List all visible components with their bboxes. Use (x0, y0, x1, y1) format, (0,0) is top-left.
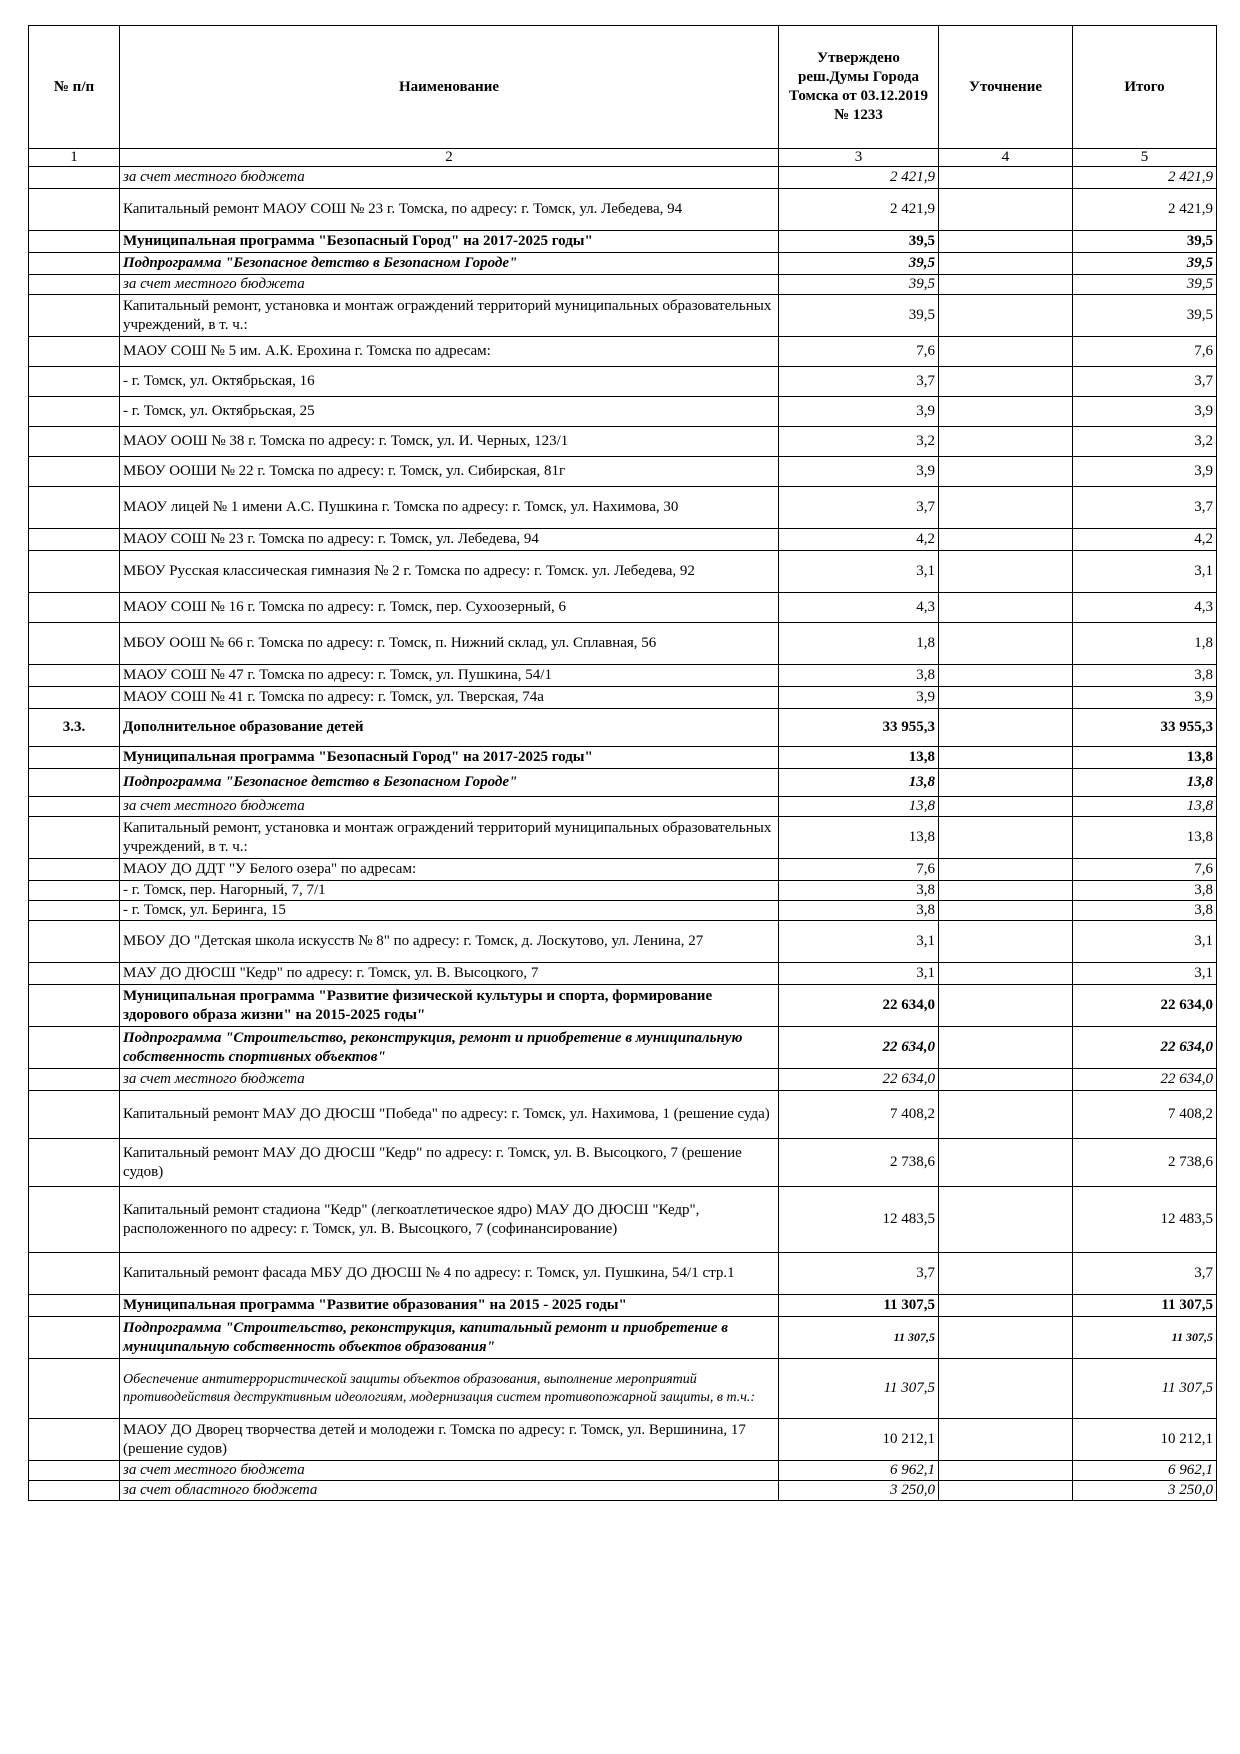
row-approved-value: 3,1 (779, 921, 939, 963)
header-clarification: Уточнение (939, 26, 1073, 149)
row-number (29, 687, 120, 709)
row-number (29, 367, 120, 397)
row-name: - г. Томск, пер. Нагорный, 7, 7/1 (120, 881, 779, 901)
row-number (29, 859, 120, 881)
header-total: Итого (1073, 26, 1217, 149)
row-name: МАОУ СОШ № 5 им. А.К. Ерохина г. Томска по адресам: (120, 337, 779, 367)
row-clarification-value (939, 1027, 1073, 1069)
row-number (29, 1253, 120, 1295)
row-clarification-value (939, 529, 1073, 551)
row-clarification-value (939, 275, 1073, 295)
row-clarification-value (939, 769, 1073, 797)
table-body (29, 167, 1217, 1501)
row-name: МАОУ СОШ № 41 г. Томска по адресу: г. Томск, ул. Тверская, 74а (120, 687, 779, 709)
row-total-value: 12 483,5 (1073, 1187, 1217, 1253)
row-number (29, 921, 120, 963)
row-clarification-value (939, 367, 1073, 397)
row-total-value: 39,5 (1073, 253, 1217, 275)
row-approved-value: 3,1 (779, 551, 939, 593)
table-row (29, 1359, 1217, 1419)
row-total-value: 3,9 (1073, 687, 1217, 709)
row-total-value: 3,1 (1073, 963, 1217, 985)
row-approved-value: 39,5 (779, 295, 939, 337)
table-row (29, 1253, 1217, 1295)
row-clarification-value (939, 921, 1073, 963)
row-number (29, 295, 120, 337)
row-total-value: 2 421,9 (1073, 189, 1217, 231)
table-row (29, 275, 1217, 295)
table-row (29, 593, 1217, 623)
row-number (29, 593, 120, 623)
row-name: Муниципальная программа "Развитие образования" на 2015 - 2025 годы" (120, 1295, 779, 1317)
row-name: за счет местного бюджета (120, 797, 779, 817)
table-row (29, 881, 1217, 901)
row-name: Подпрограмма "Безопасное детство в Безопасном Городе" (120, 253, 779, 275)
table-row (29, 295, 1217, 337)
row-number: 3.3. (29, 709, 120, 747)
row-name: МАОУ СОШ № 47 г. Томска по адресу: г. Томск, ул. Пушкина, 54/1 (120, 665, 779, 687)
table-row (29, 901, 1217, 921)
header-name: Наименование (120, 26, 779, 149)
table-row (29, 189, 1217, 231)
row-total-value: 3 250,0 (1073, 1481, 1217, 1501)
row-total-value: 3,7 (1073, 487, 1217, 529)
row-number (29, 985, 120, 1027)
row-clarification-value (939, 231, 1073, 253)
row-number (29, 397, 120, 427)
row-clarification-value (939, 253, 1073, 275)
row-number (29, 457, 120, 487)
table-row (29, 487, 1217, 529)
row-number (29, 427, 120, 457)
row-total-value: 7,6 (1073, 859, 1217, 881)
table-row (29, 529, 1217, 551)
table-row (29, 397, 1217, 427)
row-total-value: 39,5 (1073, 231, 1217, 253)
row-clarification-value (939, 797, 1073, 817)
row-number (29, 231, 120, 253)
row-clarification-value (939, 1461, 1073, 1481)
table-row (29, 231, 1217, 253)
row-approved-value: 13,8 (779, 769, 939, 797)
row-clarification-value (939, 747, 1073, 769)
row-clarification-value (939, 337, 1073, 367)
row-name: за счет местного бюджета (120, 1461, 779, 1481)
row-number (29, 337, 120, 367)
row-number (29, 1069, 120, 1091)
row-approved-value: 2 421,9 (779, 189, 939, 231)
row-number (29, 529, 120, 551)
row-approved-value: 22 634,0 (779, 985, 939, 1027)
row-name: Подпрограмма "Строительство, реконструкция, ремонт и приобретение в муниципальную собственность спортивных объектов" (120, 1027, 779, 1069)
row-total-value: 4,2 (1073, 529, 1217, 551)
row-total-value: 10 212,1 (1073, 1419, 1217, 1461)
row-name: МАОУ ООШ № 38 г. Томска по адресу: г. Томск, ул. И. Черных, 123/1 (120, 427, 779, 457)
row-clarification-value (939, 665, 1073, 687)
row-approved-value: 39,5 (779, 253, 939, 275)
row-approved-value: 39,5 (779, 231, 939, 253)
row-number (29, 817, 120, 859)
row-clarification-value (939, 1359, 1073, 1419)
column-number: 4 (939, 149, 1073, 167)
row-approved-value: 3,8 (779, 881, 939, 901)
row-name: за счет местного бюджета (120, 167, 779, 189)
row-approved-value: 13,8 (779, 817, 939, 859)
row-name: МБОУ Русская классическая гимназия № 2 г. Томска по адресу: г. Томск. ул. Лебедева, 92 (120, 551, 779, 593)
row-clarification-value (939, 593, 1073, 623)
row-total-value: 11 307,5 (1073, 1317, 1217, 1359)
table-row (29, 427, 1217, 457)
row-clarification-value (939, 427, 1073, 457)
row-name: Муниципальная программа "Безопасный Город" на 2017-2025 годы" (120, 747, 779, 769)
row-number (29, 189, 120, 231)
row-number (29, 797, 120, 817)
row-total-value: 3,9 (1073, 457, 1217, 487)
table-row (29, 457, 1217, 487)
row-total-value: 2 421,9 (1073, 167, 1217, 189)
row-clarification-value (939, 1069, 1073, 1091)
row-number (29, 963, 120, 985)
table-row (29, 1295, 1217, 1317)
row-total-value: 22 634,0 (1073, 1027, 1217, 1069)
row-clarification-value (939, 985, 1073, 1027)
row-approved-value: 13,8 (779, 797, 939, 817)
table-row (29, 167, 1217, 189)
row-clarification-value (939, 1481, 1073, 1501)
row-total-value: 4,3 (1073, 593, 1217, 623)
table-row (29, 859, 1217, 881)
row-clarification-value (939, 623, 1073, 665)
row-number (29, 1187, 120, 1253)
row-approved-value: 7,6 (779, 859, 939, 881)
row-clarification-value (939, 1317, 1073, 1359)
row-total-value: 3,7 (1073, 367, 1217, 397)
row-total-value: 7,6 (1073, 337, 1217, 367)
row-total-value: 13,8 (1073, 817, 1217, 859)
row-total-value: 1,8 (1073, 623, 1217, 665)
row-total-value: 3,8 (1073, 881, 1217, 901)
row-name: Обеспечение антитеррористической защиты объектов образования, выполнение мероприятий противодействия деструктивным идеологиям, модернизация систем противопожарной защиты, в т.ч.: (120, 1359, 779, 1419)
row-number (29, 1027, 120, 1069)
row-name: Подпрограмма "Строительство, реконструкция, капитальный ремонт и приобретение в муниципальную собственность объектов образования" (120, 1317, 779, 1359)
row-name: Капитальный ремонт МАУ ДО ДЮСШ "Кедр" по адресу: г. Томск, ул. В. Высоцкого, 7 (решение судов) (120, 1139, 779, 1187)
row-total-value: 33 955,3 (1073, 709, 1217, 747)
row-approved-value: 7,6 (779, 337, 939, 367)
row-name: Капитальный ремонт фасада МБУ ДО ДЮСШ № 4 по адресу: г. Томск, ул. Пушкина, 54/1 стр.1 (120, 1253, 779, 1295)
table-row (29, 709, 1217, 747)
row-clarification-value (939, 881, 1073, 901)
row-name: Муниципальная программа "Развитие физической культуры и спорта, формирование здорового образа жизни" на 2015-2025 годы" (120, 985, 779, 1027)
row-clarification-value (939, 901, 1073, 921)
column-number: 2 (120, 149, 779, 167)
row-name: МАОУ лицей № 1 имени А.С. Пушкина г. Томска по адресу: г. Томск, ул. Нахимова, 30 (120, 487, 779, 529)
row-name: МАОУ СОШ № 23 г. Томска по адресу: г. Томск, ул. Лебедева, 94 (120, 529, 779, 551)
row-name: - г. Томск, ул. Октябрьская, 25 (120, 397, 779, 427)
column-number: 1 (29, 149, 120, 167)
row-clarification-value (939, 1091, 1073, 1139)
row-number (29, 1419, 120, 1461)
row-total-value: 22 634,0 (1073, 1069, 1217, 1091)
row-approved-value: 12 483,5 (779, 1187, 939, 1253)
row-approved-value: 3,9 (779, 397, 939, 427)
row-clarification-value (939, 1139, 1073, 1187)
row-clarification-value (939, 397, 1073, 427)
budget-table (28, 25, 1217, 1501)
row-name: за счет местного бюджета (120, 275, 779, 295)
row-approved-value: 2 738,6 (779, 1139, 939, 1187)
row-total-value: 13,8 (1073, 769, 1217, 797)
table-row (29, 1481, 1217, 1501)
row-name: МБОУ ООШИ № 22 г. Томска по адресу: г. Томск, ул. Сибирская, 81г (120, 457, 779, 487)
row-total-value: 6 962,1 (1073, 1461, 1217, 1481)
row-approved-value: 3,8 (779, 901, 939, 921)
row-clarification-value (939, 551, 1073, 593)
row-number (29, 275, 120, 295)
row-clarification-value (939, 1253, 1073, 1295)
row-approved-value: 22 634,0 (779, 1069, 939, 1091)
row-approved-value: 3 250,0 (779, 1481, 939, 1501)
table-row (29, 623, 1217, 665)
row-approved-value: 2 421,9 (779, 167, 939, 189)
row-clarification-value (939, 189, 1073, 231)
row-approved-value: 3,9 (779, 687, 939, 709)
row-name: - г. Томск, ул. Беринга, 15 (120, 901, 779, 921)
row-number (29, 1317, 120, 1359)
row-total-value: 7 408,2 (1073, 1091, 1217, 1139)
row-clarification-value (939, 295, 1073, 337)
row-total-value: 3,9 (1073, 397, 1217, 427)
row-approved-value: 3,7 (779, 1253, 939, 1295)
row-clarification-value (939, 1419, 1073, 1461)
row-total-value: 3,8 (1073, 665, 1217, 687)
row-approved-value: 6 962,1 (779, 1461, 939, 1481)
row-clarification-value (939, 1295, 1073, 1317)
row-number (29, 665, 120, 687)
row-approved-value: 11 307,5 (779, 1295, 939, 1317)
row-approved-value: 1,8 (779, 623, 939, 665)
row-approved-value: 3,2 (779, 427, 939, 457)
row-total-value: 3,2 (1073, 427, 1217, 457)
row-name: МАОУ ДО Дворец творчества детей и молодежи г. Томска по адресу: г. Томск, ул. Вершинина, 17 (решение судов) (120, 1419, 779, 1461)
row-name: МАОУ СОШ № 16 г. Томска по адресу: г. Томск, пер. Сухоозерный, 6 (120, 593, 779, 623)
table-row (29, 1069, 1217, 1091)
row-total-value: 11 307,5 (1073, 1295, 1217, 1317)
row-name: Капитальный ремонт МАОУ СОШ № 23 г. Томска, по адресу: г. Томск, ул. Лебедева, 94 (120, 189, 779, 231)
row-clarification-value (939, 487, 1073, 529)
row-total-value: 13,8 (1073, 747, 1217, 769)
row-approved-value: 22 634,0 (779, 1027, 939, 1069)
row-approved-value: 4,3 (779, 593, 939, 623)
row-clarification-value (939, 817, 1073, 859)
row-approved-value: 3,9 (779, 457, 939, 487)
header-num: № п/п (29, 26, 120, 149)
row-name: Капитальный ремонт МАУ ДО ДЮСШ "Победа" по адресу: г. Томск, ул. Нахимова, 1 (решение суда) (120, 1091, 779, 1139)
table-row (29, 687, 1217, 709)
row-approved-value: 39,5 (779, 275, 939, 295)
row-name: - г. Томск, ул. Октябрьская, 16 (120, 367, 779, 397)
row-name: Дополнительное образование детей (120, 709, 779, 747)
row-total-value: 3,7 (1073, 1253, 1217, 1295)
row-name: Капитальный ремонт стадиона "Кедр" (легкоатлетическое ядро) МАУ ДО ДЮСШ "Кедр", расположенного по адресу: г. Томск, ул. В. Высоцкого, 7 (софинансирование) (120, 1187, 779, 1253)
row-clarification-value (939, 709, 1073, 747)
row-clarification-value (939, 457, 1073, 487)
row-approved-value: 11 307,5 (779, 1359, 939, 1419)
row-approved-value: 4,2 (779, 529, 939, 551)
row-approved-value: 3,7 (779, 487, 939, 529)
table-row (29, 337, 1217, 367)
row-name: Капитальный ремонт, установка и монтаж ограждений территорий муниципальных образовательных учреждений, в т. ч.: (120, 295, 779, 337)
table-row (29, 985, 1217, 1027)
table-row (29, 747, 1217, 769)
column-number: 3 (779, 149, 939, 167)
table-row (29, 253, 1217, 275)
row-total-value: 13,8 (1073, 797, 1217, 817)
row-approved-value: 7 408,2 (779, 1091, 939, 1139)
row-total-value: 39,5 (1073, 295, 1217, 337)
row-number (29, 1295, 120, 1317)
header-approved: Утверждено реш.Думы Города Томска от 03.12.2019 № 1233 (779, 26, 939, 149)
table-row (29, 1187, 1217, 1253)
row-total-value: 2 738,6 (1073, 1139, 1217, 1187)
row-number (29, 1461, 120, 1481)
row-number (29, 1481, 120, 1501)
row-name: МБОУ ООШ № 66 г. Томска по адресу: г. Томск, п. Нижний склад, ул. Сплавная, 56 (120, 623, 779, 665)
row-number (29, 551, 120, 593)
row-number (29, 1359, 120, 1419)
table-row (29, 367, 1217, 397)
row-number (29, 881, 120, 901)
row-name: МБОУ ДО "Детская школа искусств № 8" по адресу: г. Томск, д. Лоскутово, ул. Ленина, 27 (120, 921, 779, 963)
table-row (29, 1091, 1217, 1139)
column-number: 5 (1073, 149, 1217, 167)
row-name: Подпрограмма "Безопасное детство в Безопасном Городе" (120, 769, 779, 797)
table-row (29, 769, 1217, 797)
row-approved-value: 3,1 (779, 963, 939, 985)
table-row (29, 921, 1217, 963)
row-total-value: 3,1 (1073, 921, 1217, 963)
column-numbers-row (29, 149, 1217, 167)
row-total-value: 22 634,0 (1073, 985, 1217, 1027)
row-total-value: 3,1 (1073, 551, 1217, 593)
row-name: МАУ ДО ДЮСШ "Кедр" по адресу: г. Томск, ул. В. Высоцкого, 7 (120, 963, 779, 985)
row-approved-value: 11 307,5 (779, 1317, 939, 1359)
row-name: за счет областного бюджета (120, 1481, 779, 1501)
row-number (29, 747, 120, 769)
row-total-value: 3,8 (1073, 901, 1217, 921)
table-row (29, 665, 1217, 687)
row-number (29, 1091, 120, 1139)
row-number (29, 769, 120, 797)
row-name: Капитальный ремонт, установка и монтаж ограждений территорий муниципальных образовательных учреждений, в т. ч.: (120, 817, 779, 859)
row-clarification-value (939, 963, 1073, 985)
row-clarification-value (939, 1187, 1073, 1253)
row-name: за счет местного бюджета (120, 1069, 779, 1091)
row-name: Муниципальная программа "Безопасный Город" на 2017-2025 годы" (120, 231, 779, 253)
row-approved-value: 3,7 (779, 367, 939, 397)
row-approved-value: 3,8 (779, 665, 939, 687)
table-row (29, 817, 1217, 859)
table-row (29, 797, 1217, 817)
row-number (29, 253, 120, 275)
row-total-value: 11 307,5 (1073, 1359, 1217, 1419)
table-row (29, 1461, 1217, 1481)
row-approved-value: 10 212,1 (779, 1419, 939, 1461)
table-row (29, 1317, 1217, 1359)
row-number (29, 901, 120, 921)
row-clarification-value (939, 687, 1073, 709)
table-row (29, 963, 1217, 985)
table-row (29, 551, 1217, 593)
table-row (29, 1139, 1217, 1187)
row-number (29, 623, 120, 665)
row-approved-value: 13,8 (779, 747, 939, 769)
row-clarification-value (939, 859, 1073, 881)
header-row (29, 26, 1217, 149)
table-row (29, 1027, 1217, 1069)
row-name: МАОУ ДО ДДТ "У Белого озера" по адресам: (120, 859, 779, 881)
row-number (29, 1139, 120, 1187)
row-number (29, 167, 120, 189)
row-approved-value: 33 955,3 (779, 709, 939, 747)
row-number (29, 487, 120, 529)
row-clarification-value (939, 167, 1073, 189)
row-total-value: 39,5 (1073, 275, 1217, 295)
table-row (29, 1419, 1217, 1461)
